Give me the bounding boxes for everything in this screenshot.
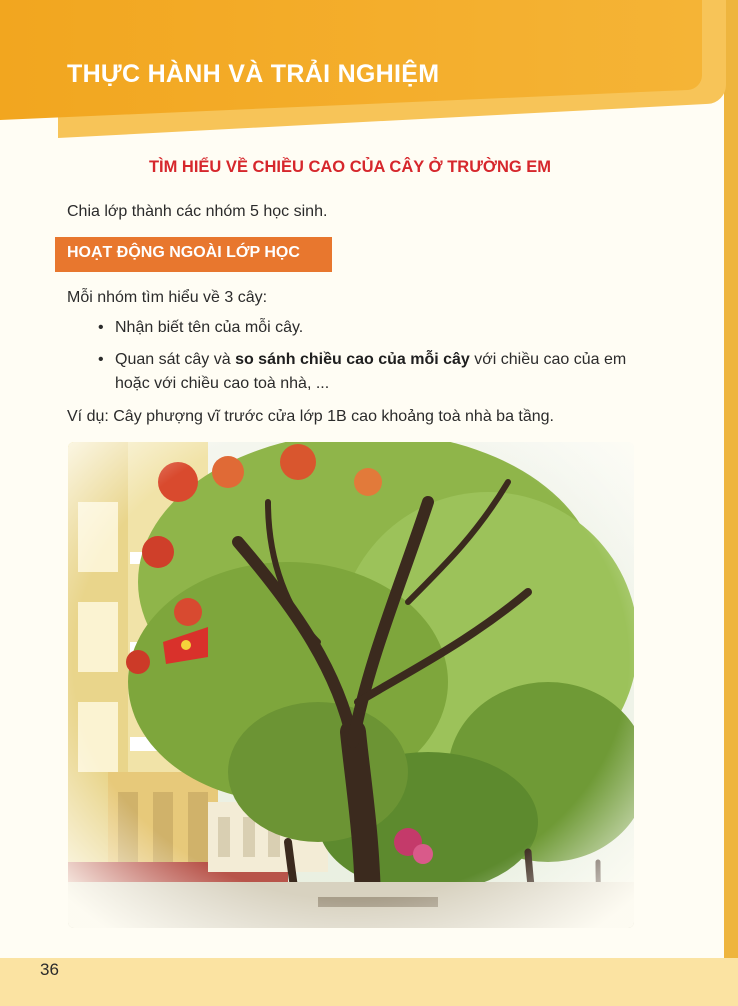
section-title: HOẠT ĐỘNG NGOÀI LỚP HỌC [67,244,300,261]
page-edge [724,0,738,1006]
bullet-icon: • [98,319,104,336]
photo-illustration [68,442,634,928]
example-text: Ví dụ: Cây phượng vĩ trước cửa lớp 1B cao khoảng toà nhà ba tầng. [67,408,554,425]
task-list-item [98,348,658,396]
page-number: 36 [40,960,59,979]
schoolyard-tree-photo [68,442,634,928]
bullet-icon: • [98,351,104,368]
page-title: THỰC HÀNH VÀ TRẢI NGHIỆM [67,60,440,88]
section-header [55,237,332,272]
task-item-text-cont: với chiều cao của em hoặc với chiều cao toà nhà, ... [115,351,627,392]
task-list [98,316,658,404]
task-item-text: Quan sát cây và [115,351,236,368]
task-intro: Mỗi nhóm tìm hiểu về 3 cây: [67,289,268,306]
task-item-emphasis: so sánh chiều cao của mỗi cây [235,351,470,368]
intro-text: Chia lớp thành các nhóm 5 học sinh. [67,203,328,220]
task-list-item [98,316,658,340]
task-item-text: Nhận biết tên của mỗi cây. [115,319,304,336]
activity-subtitle: TÌM HIỂU VỀ CHIỀU CAO CỦA CÂY Ở TRƯỜNG EM [148,158,552,176]
bottom-margin [0,958,738,1006]
